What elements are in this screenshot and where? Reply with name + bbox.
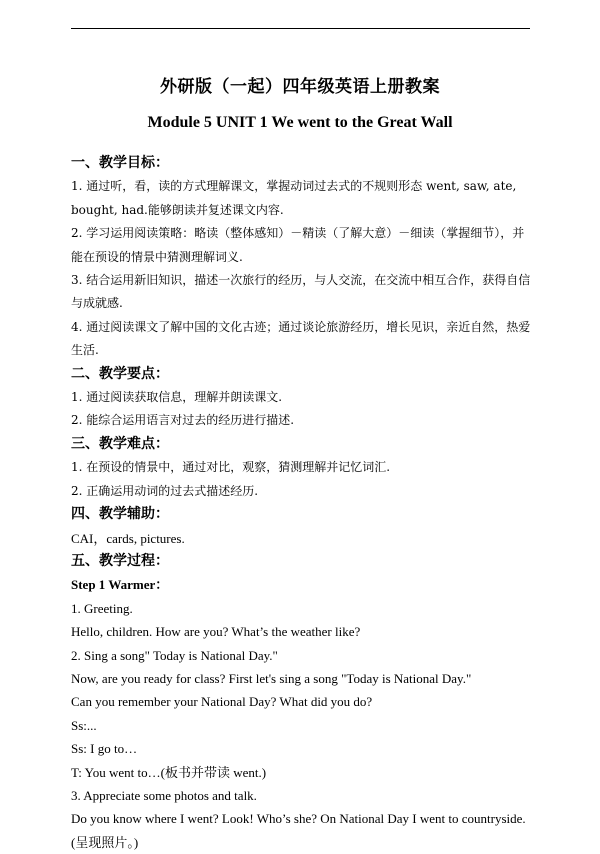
list-item: 2. 能综合运用语言对过去的经历进行描述. — [71, 413, 295, 428]
document-body — [71, 152, 531, 854]
process-line: 1. Greeting. — [71, 600, 133, 616]
lesson-title: Module 5 UNIT 1 We went to the Great Wall — [147, 114, 453, 131]
process-line: Ss: I go to… — [71, 741, 138, 757]
list-item: 3. 结合运用新旧知识，描述一次旅行的经历，与人交流，在交流中相互合作，获得自信与成就感. — [71, 273, 531, 311]
process-line: Hello, children. How are you? What’s the weather like? — [71, 624, 361, 640]
list-item: 1. 在预设的情景中，通过对比，观察，猜测理解并记忆词汇. — [71, 460, 391, 475]
list-item: 4. 通过阅读课文了解中国的文化古迹；通过谈论旅游经历，增长见识，亲近自然，热爱生活. — [71, 319, 531, 358]
list-item: 1. 通过阅读获取信息，理解并朗读课文. — [71, 390, 283, 405]
section-heading: 五、教学过程： — [71, 552, 169, 569]
process-line: Now, are you ready for class? First let's sing a song "Today is National Day." — [71, 670, 472, 686]
list-item: 2. 学习运用阅读策略：略读（整体感知）－精读（了解大意）－细读（掌握细节），并能在预设的情景中猜测理解词义. — [71, 226, 525, 264]
section-heading: 一、教学目标： — [71, 155, 169, 171]
process-line: Do you know where I went? Look! Who’s she? On National Day I went to countryside. (呈现照片。) — [71, 811, 526, 850]
list-item: 1. 通过听，看，读的方式理解课文，掌握动词过去式的不规则形态 went, saw, ate, bought, had.能够朗读并复述课文内容. — [71, 179, 517, 217]
process-line: 2. Sing a song" Today is National Day." — [71, 647, 278, 663]
section-heading: 二、教学要点： — [71, 365, 169, 382]
document-title: 外研版（一起）四年级英语上册教案 — [160, 77, 440, 97]
step-heading: Step 1 Warmer： — [71, 577, 169, 593]
section-heading: 三、教学难点： — [71, 435, 169, 452]
section-heading: 四、教学辅助： — [71, 506, 169, 523]
process-line: Can you remember your National Day? What did you do? — [71, 694, 373, 710]
list-item: 2. 正确运用动词的过去式描述经历. — [71, 483, 259, 498]
list-item: CAI，cards, pictures. — [71, 530, 185, 546]
process-line: 3. Appreciate some photos and talk. — [71, 787, 257, 803]
header-rule — [71, 28, 530, 29]
process-line: Ss:... — [71, 717, 97, 733]
process-line: T: You went to…(板书并带读 went.) — [71, 764, 267, 780]
